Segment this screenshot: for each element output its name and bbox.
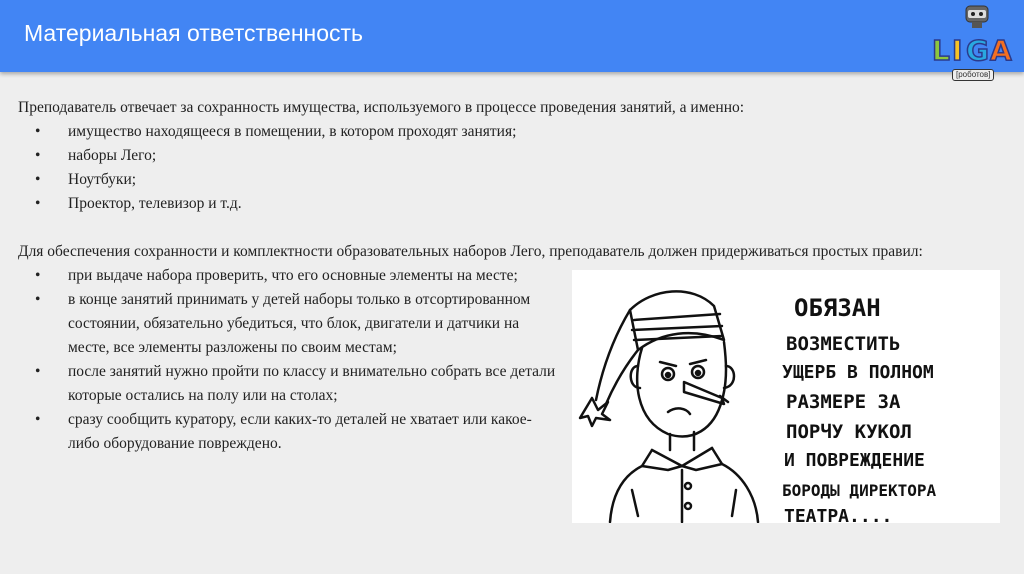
caption-line: РАЗМЕРЕ ЗА bbox=[786, 391, 901, 413]
slide-header bbox=[0, 0, 1024, 79]
caption-line: ПОРЧУ КУКОЛ bbox=[786, 421, 912, 443]
list-item: • Ноутбуки; bbox=[18, 168, 993, 192]
caption-line: ВОЗМЕСТИТЬ bbox=[786, 333, 901, 355]
svg-text:L: L bbox=[932, 34, 950, 67]
list-item: • имущество находящееся в помещении, в котором проходят занятия; bbox=[18, 120, 993, 144]
rules-list bbox=[18, 264, 558, 456]
logo-subtitle: [роботов] bbox=[952, 69, 994, 81]
list-item: • при выдаче набора проверить, что его основные элементы на месте; bbox=[18, 264, 558, 288]
svg-text:I: I bbox=[952, 34, 963, 67]
caption-line: ОБЯЗАН bbox=[794, 294, 881, 322]
cartoon-illustration bbox=[572, 270, 1000, 523]
caption-line: УЩЕРБ В ПОЛНОМ bbox=[782, 362, 934, 383]
list-item: • сразу сообщить куратору, если каких-то деталей не хватает или какое-либо оборудование повреждено. bbox=[18, 408, 558, 456]
list-item: • наборы Лего; bbox=[18, 144, 993, 168]
intro-paragraph: Преподаватель отвечает за сохранность имущества, используемого в процессе проведения занятий, а именно: bbox=[18, 99, 745, 116]
rules-paragraph: Для обеспечения сохранности и комплектности образовательных наборов Лего, преподаватель должен придерживаться простых правил: bbox=[18, 243, 923, 260]
caption-line: БОРОДЫ ДИРЕКТОРА bbox=[782, 481, 937, 500]
list-item: • после занятий нужно пройти по классу и внимательно собрать все детали которые остались на полу или на столах; bbox=[18, 360, 558, 408]
slide-title: Материальная ответственность bbox=[24, 20, 364, 46]
svg-text:A: A bbox=[990, 34, 1012, 67]
caption-line: И ПОВРЕЖДЕНИЕ bbox=[784, 450, 925, 471]
pinocchio-drawing bbox=[572, 270, 1000, 523]
property-list bbox=[18, 120, 993, 216]
list-item: • Проектор, телевизор и т.д. bbox=[18, 192, 993, 216]
svg-text:G: G bbox=[966, 34, 989, 67]
caption-line: ТЕАТРА.... bbox=[784, 506, 893, 523]
list-item: • в конце занятий принимать у детей наборы только в отсортированном состоянии, обязательно убедиться, что блок, двигатели и датчики на месте, все элементы разложены по своим местам; bbox=[18, 288, 558, 360]
